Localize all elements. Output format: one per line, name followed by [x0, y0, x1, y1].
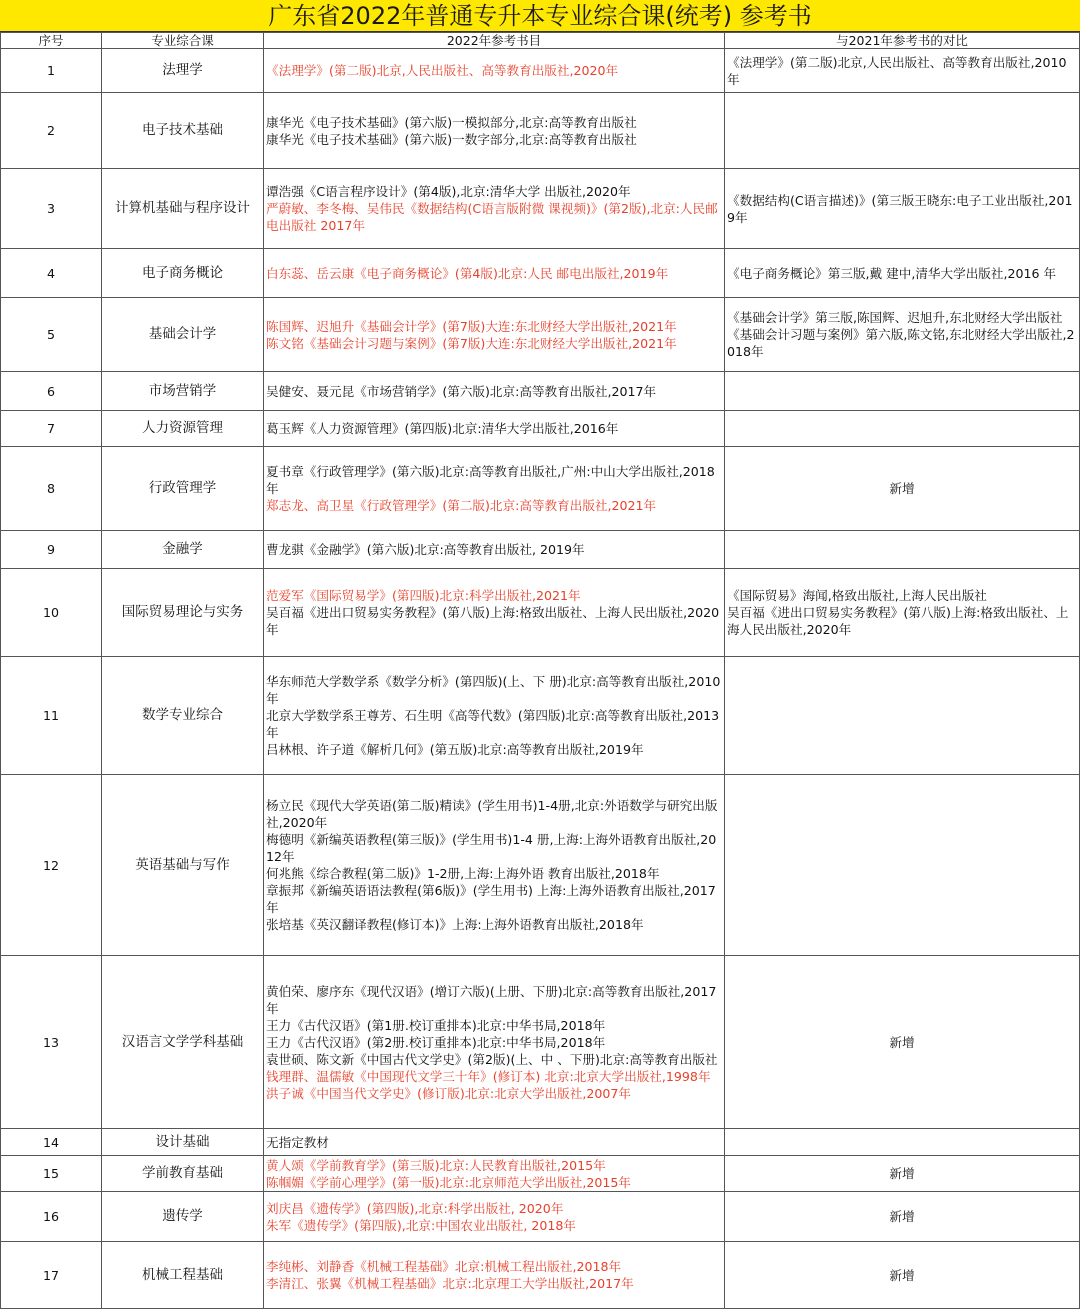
new-badge: 新增 [889, 481, 915, 496]
book-entry: 康华光《电子技术基础》(第六版)一模拟部分,北京:高等教育出版社 [266, 114, 637, 130]
books-2022-cell [264, 657, 725, 775]
course-name: 国际贸易理论与实务 [102, 569, 264, 657]
books-2022-cell [264, 775, 725, 956]
books-2022-cell [264, 169, 725, 249]
table-row [1, 93, 1080, 169]
book-entry: 吕林根、许子道《解析几何》(第五版)北京:高等教育出版社,2019年 [266, 742, 644, 757]
course-name: 英语基础与写作 [102, 775, 264, 956]
row-number: 3 [1, 169, 102, 249]
table-row [1, 657, 1080, 775]
row-number: 2 [1, 93, 102, 169]
book-entry: 黄伯荣、廖序东《现代汉语》(增订六版)(上册、下册)北京:高等教育出版社,2017年 [266, 983, 717, 1016]
compare-2021-cell [725, 531, 1080, 569]
course-name: 电子技术基础 [102, 93, 264, 169]
book-entry: 钱理群、温儒敏《中国现代文学三十年》(修订本) 北京:北京大学出版社,1998年 [266, 1068, 711, 1084]
books-2022-cell [264, 1129, 725, 1156]
header-compare-2021: 与2021年参考书的对比 [725, 33, 1080, 49]
books-2022-cell [264, 1192, 725, 1242]
compare-2021-cell [725, 169, 1080, 249]
course-name: 遗传学 [102, 1192, 264, 1242]
book-entry: 王力《古代汉语》(第1册.校订重排本)北京:中华书局,2018年 [266, 1017, 606, 1033]
header-course: 专业综合课 [102, 33, 264, 49]
book-entry: 曹龙骐《金融学》(第六版)北京:高等教育出版社, 2019年 [266, 542, 585, 557]
book-entry: 何兆熊《综合教程(第二版)》1-2册,上海:上海外语 教育出版社,2018年 [266, 866, 660, 881]
course-name: 金融学 [102, 531, 264, 569]
book-entry: 陈文铭《基础会计习题与案例》(第7版)大连:东北财经大学出版社,2021年 [266, 335, 677, 351]
table-row [1, 531, 1080, 569]
book-entry: 陈帼媚《学前心理学》(第一版)北京:北京师范大学出版社,2015年 [266, 1174, 631, 1190]
compare-2021-cell [725, 298, 1080, 372]
table-row [1, 1192, 1080, 1242]
book-entry: 夏书章《行政管理学》(第六版)北京:高等教育出版社,广州:中山大学出版社,2018年 [266, 464, 715, 496]
row-number: 13 [1, 956, 102, 1129]
table-header-row [1, 33, 1080, 49]
table-row [1, 775, 1080, 956]
book-entry: 洪子诚《中国当代文学史》(修订版)北京:北京大学出版社,2007年 [266, 1085, 631, 1101]
table-row [1, 1129, 1080, 1156]
books-2022-cell [264, 298, 725, 372]
compare-2021-cell [725, 1129, 1080, 1156]
book-entry: 无指定教材 [266, 1134, 329, 1150]
books-2022-cell [264, 249, 725, 298]
reference-book-table [0, 32, 1080, 1309]
compare-2021-cell [725, 93, 1080, 169]
book-entry: 张培基《英汉翻译教程(修订本)》上海:上海外语教育出版社,2018年 [266, 917, 644, 932]
row-number: 1 [1, 49, 102, 93]
compare-entry: 《电子商务概论》第三版,戴 建中,清华大学出版社,2016 年 [727, 265, 1057, 281]
book-entry: 袁世硕、陈文新《中国古代文学史》(第2版)(上、中 、下册)北京:高等教育出版社 [266, 1051, 718, 1067]
book-entry: 范爱军《国际贸易学》(第四版)北京:科学出版社,2021年 [266, 588, 581, 603]
books-2022-cell [264, 1242, 725, 1309]
new-badge: 新增 [889, 1034, 915, 1050]
book-entry: 北京大学数学系王尊芳、石生明《高等代数》(第四版)北京:高等教育出版社,2013年 [266, 708, 720, 740]
compare-entry: 吴百福《进出口贸易实务教程》(第八版)上海:格致出版社、上海人民出版社,2020年 [727, 605, 1069, 637]
course-name: 电子商务概论 [102, 249, 264, 298]
table-row [1, 569, 1080, 657]
page-title: 广东省2022年普通专升本专业综合课(统考) 参考书 [0, 0, 1080, 32]
row-number: 14 [1, 1129, 102, 1156]
compare-2021-cell [725, 49, 1080, 93]
compare-entry: 《数据结构(C语言描述)》(第三版王晓东:电子工业出版社,2019年 [727, 192, 1073, 225]
book-entry: 陈国辉、迟旭升《基础会计学》(第7版)大连:东北财经大学出版社,2021年 [266, 318, 677, 334]
books-2022-cell [264, 93, 725, 169]
books-2022-cell [264, 531, 725, 569]
row-number: 12 [1, 775, 102, 956]
new-badge: 新增 [889, 1209, 915, 1224]
book-entry: 康华光《电子技术基础》(第六版)一数字部分,北京:高等教育出版社 [266, 131, 637, 147]
book-entry: 王力《古代汉语》(第2册.校订重排本)北京:中华书局,2018年 [266, 1034, 606, 1050]
compare-2021-cell [725, 657, 1080, 775]
books-2022-cell [264, 1156, 725, 1192]
row-number: 6 [1, 372, 102, 411]
table-row [1, 447, 1080, 531]
book-entry: 《法理学》(第二版)北京,人民出版社、高等教育出版社,2020年 [266, 63, 619, 78]
course-name: 计算机基础与程序设计 [102, 169, 264, 249]
book-entry: 杨立民《现代大学英语(第二版)精读》(学生用书)1-4册,北京:外语数学与研究出版社,2020年 [266, 798, 718, 830]
table-row [1, 249, 1080, 298]
compare-2021-cell [725, 569, 1080, 657]
books-2022-cell [264, 49, 725, 93]
book-entry: 刘庆昌《遗传学》(第四版),北京:科学出版社, 2020年 [266, 1200, 564, 1216]
book-entry: 谭浩强《C语言程序设计》(第4版),北京:清华大学 出版社,2020年 [266, 184, 631, 199]
table-row [1, 956, 1080, 1129]
book-entry: 黄人颂《学前教育学》(第三版)北京:人民教育出版社,2015年 [266, 1157, 606, 1173]
table-row [1, 411, 1080, 447]
row-number: 8 [1, 447, 102, 531]
table-row [1, 1156, 1080, 1192]
books-2022-cell [264, 372, 725, 411]
books-2022-cell [264, 569, 725, 657]
course-name: 行政管理学 [102, 447, 264, 531]
row-number: 11 [1, 657, 102, 775]
books-2022-cell [264, 956, 725, 1129]
book-entry: 吴健安、聂元昆《市场营销学》(第六版)北京:高等教育出版社,2017年 [266, 383, 657, 399]
course-name: 设计基础 [102, 1129, 264, 1156]
course-name: 基础会计学 [102, 298, 264, 372]
course-name: 法理学 [102, 49, 264, 93]
books-2022-cell [264, 411, 725, 447]
table-row [1, 49, 1080, 93]
book-entry: 华东师范大学数学系《数学分析》(第四版)(上、下 册)北京:高等教育出版社,2010年 [266, 674, 721, 706]
row-number: 15 [1, 1156, 102, 1192]
compare-2021-cell [725, 1192, 1080, 1242]
row-number: 7 [1, 411, 102, 447]
row-number: 5 [1, 298, 102, 372]
row-number: 10 [1, 569, 102, 657]
book-entry: 朱军《遗传学》(第四版),北京:中国农业出版社, 2018年 [266, 1217, 577, 1233]
compare-2021-cell [725, 775, 1080, 956]
table-row [1, 372, 1080, 411]
book-entry: 白东蕊、岳云康《电子商务概论》(第4版)北京:人民 邮电出版社,2019年 [266, 265, 669, 281]
row-number: 9 [1, 531, 102, 569]
header-books-2022: 2022年参考书目 [264, 33, 725, 49]
new-badge: 新增 [889, 1166, 915, 1181]
compare-entry: 《基础会计学》第三版,陈国辉、迟旭升,东北财经大学出版社 [727, 310, 1063, 325]
book-entry: 严蔚敏、李冬梅、吴伟民《数据结构(C语言版附微 课视频)》(第2版),北京:人民邮电出版社 2017年 [266, 201, 718, 233]
row-number: 4 [1, 249, 102, 298]
course-name: 学前教育基础 [102, 1156, 264, 1192]
row-number: 16 [1, 1192, 102, 1242]
compare-entry: 《基础会计习题与案例》第六版,陈文铭,东北财经大学出版社,2018年 [727, 327, 1075, 359]
compare-2021-cell [725, 447, 1080, 531]
row-number: 17 [1, 1242, 102, 1309]
course-name: 人力资源管理 [102, 411, 264, 447]
compare-2021-cell [725, 411, 1080, 447]
course-name: 机械工程基础 [102, 1242, 264, 1309]
compare-2021-cell [725, 249, 1080, 298]
book-entry: 吴百福《进出口贸易实务教程》(第八版)上海:格致出版社、上海人民出版社,2020年 [266, 605, 720, 637]
compare-2021-cell [725, 1156, 1080, 1192]
book-entry: 李纯彬、刘静香《机械工程基础》北京:机械工程出版社,2018年 [266, 1259, 622, 1274]
table-row [1, 169, 1080, 249]
compare-2021-cell [725, 1242, 1080, 1309]
compare-entry: 《法理学》(第二版)北京,人民出版社、高等教育出版社,2010年 [727, 54, 1067, 87]
course-name: 汉语言文学学科基础 [102, 956, 264, 1129]
compare-entry: 《国际贸易》海闻,格致出版社,上海人民出版社 [727, 588, 987, 603]
course-name: 数学专业综合 [102, 657, 264, 775]
new-badge: 新增 [889, 1267, 915, 1283]
table-body [1, 49, 1080, 1309]
book-entry: 梅德明《新编英语教程(第三版)》(学生用书)1-4 册,上海:上海外语教育出版社,2012年 [266, 832, 717, 864]
table-row [1, 1242, 1080, 1309]
compare-2021-cell [725, 372, 1080, 411]
book-entry: 葛玉辉《人力资源管理》(第四版)北京:清华大学出版社,2016年 [266, 421, 619, 436]
course-name: 市场营销学 [102, 372, 264, 411]
table-row [1, 298, 1080, 372]
compare-2021-cell [725, 956, 1080, 1129]
book-entry: 章振邦《新编英语语法教程(第6版)》(学生用书) 上海:上海外语教育出版社,2017年 [266, 883, 716, 915]
books-2022-cell [264, 447, 725, 531]
header-num: 序号 [1, 33, 102, 49]
book-entry: 郑志龙、高卫星《行政管理学》(第二版)北京:高等教育出版社,2021年 [266, 498, 657, 513]
book-entry: 李清江、张翼《机械工程基础》北京:北京理工大学出版社,2017年 [266, 1276, 634, 1291]
